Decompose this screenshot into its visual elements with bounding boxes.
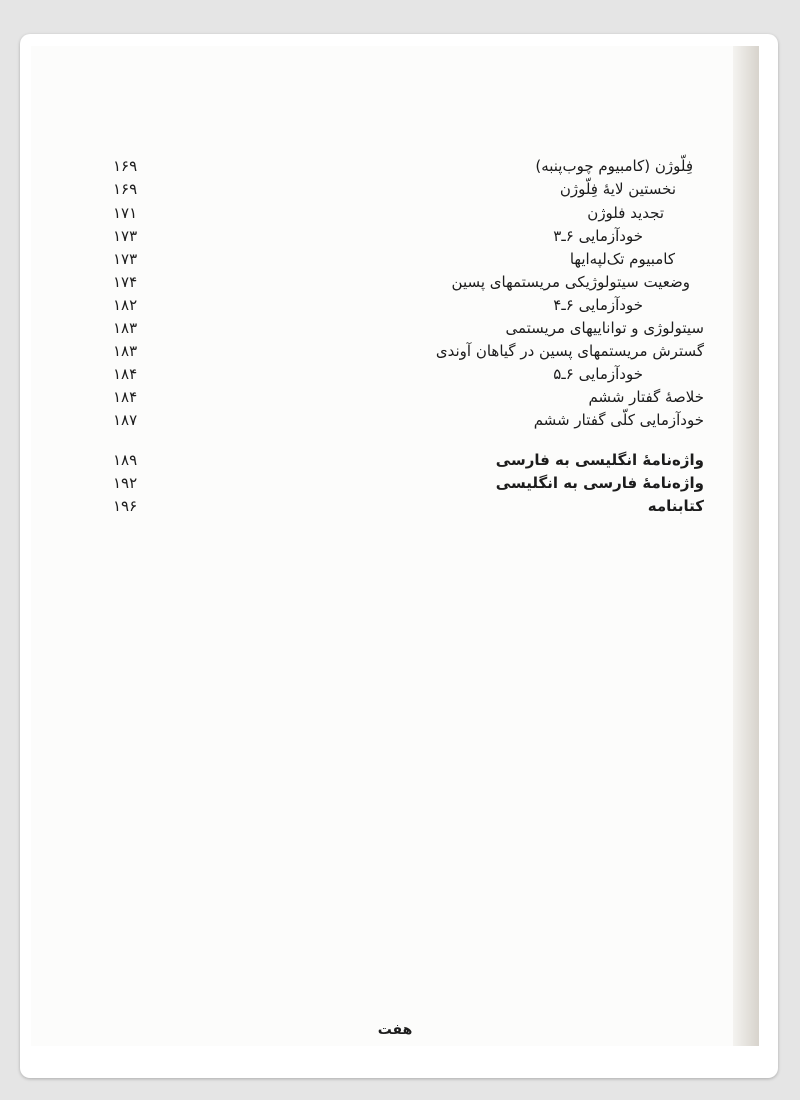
toc-entry-page: ۱۷۴ <box>113 273 138 291</box>
toc-entry-title: خلاصهٔ گفتار ششم <box>588 388 704 406</box>
toc-appendix-title: واژه‌نامهٔ فارسی به انگلیسی <box>495 474 704 492</box>
toc-entry-title: سیتولوژی و تواناییهای مریستمی <box>505 319 704 337</box>
toc-appendix-title: واژه‌نامهٔ انگلیسی به فارسی <box>495 451 704 469</box>
toc-entry-page: ۱۸۳ <box>113 342 138 360</box>
toc-entry-page: ۱۸۴ <box>113 388 138 406</box>
toc-entry <box>31 270 759 294</box>
toc-appendix-page: ۱۹۲ <box>113 474 138 492</box>
toc-entry-page: ۱۸۲ <box>113 296 138 314</box>
toc-entry-page: ۱۸۴ <box>113 365 138 383</box>
toc-appendix-entry <box>31 471 759 495</box>
toc-entry-title: گسترش مریستمهای پسین در گیاهان آوندی <box>435 342 704 360</box>
toc-entry <box>31 408 759 432</box>
toc-entry <box>31 224 759 248</box>
toc-entry-title: خودآزمایی ۶ـ۵ <box>553 365 643 383</box>
toc-entry <box>31 339 759 363</box>
toc-entry <box>31 247 759 271</box>
toc-entry-page: ۱۶۹ <box>113 180 138 198</box>
toc-entry-title: نخستین لایهٔ فِلّوژن <box>559 180 676 198</box>
toc-entry-title: خودآزمایی کلّی گفتار ششم <box>533 411 704 429</box>
page-number-label: هفت <box>377 1022 413 1038</box>
toc-entry-page: ۱۸۷ <box>113 411 138 429</box>
toc-entry-page: ۱۷۳ <box>113 250 138 268</box>
toc-appendix-page: ۱۸۹ <box>113 451 138 469</box>
toc-entry-page: ۱۸۳ <box>113 319 138 337</box>
toc-entry <box>31 154 759 178</box>
toc-entry <box>31 177 759 201</box>
toc-entry <box>31 385 759 409</box>
toc-entry-title: کامبیوم تک‌لپه‌ایها <box>569 250 675 268</box>
toc-entry-title: خودآزمایی ۶ـ۴ <box>553 296 643 314</box>
toc-appendix-entry <box>31 448 759 472</box>
toc-entry-page: ۱۷۳ <box>113 227 138 245</box>
book-page <box>31 46 759 1046</box>
toc-entry-page: ۱۶۹ <box>113 157 138 175</box>
toc-entry-title: تجدید فلوژن <box>587 204 664 222</box>
toc-entry-title: خودآزمایی ۶ـ۳ <box>553 227 643 245</box>
toc-entry <box>31 362 759 386</box>
toc-entry-title: وضعیت سیتولوژیکی مریستمهای پسین <box>451 273 690 291</box>
toc-entry-page: ۱۷۱ <box>113 204 138 222</box>
toc-entry-title: فِلّوژن (کامبیوم چوب‌پنبه) <box>535 157 693 175</box>
toc-entry <box>31 316 759 340</box>
toc-appendix-page: ۱۹۶ <box>113 497 138 515</box>
toc-entry <box>31 293 759 317</box>
toc-appendix-entry <box>31 494 759 518</box>
toc-appendix-title: کتابنامه <box>647 497 704 515</box>
toc-entry <box>31 201 759 225</box>
